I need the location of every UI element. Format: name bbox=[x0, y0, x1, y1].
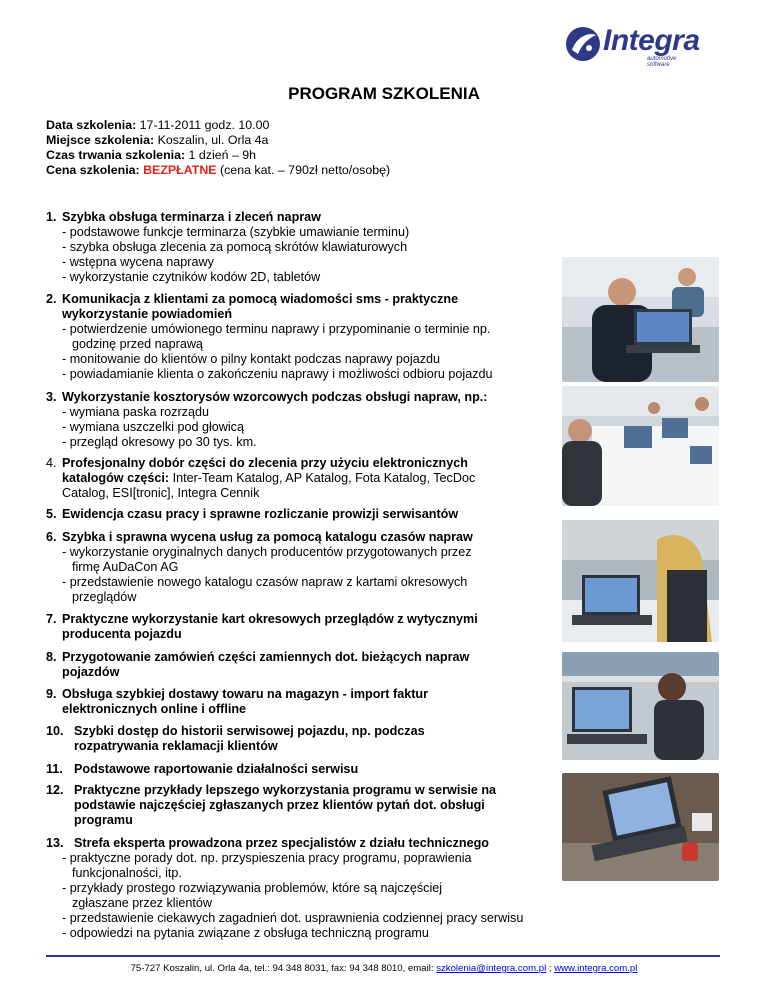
duration-value: 1 dzień – 9h bbox=[185, 148, 257, 162]
section-title: Praktyczne wykorzystanie kart okresowych przeglądów z wytycznymi bbox=[62, 612, 478, 626]
footer-email-link[interactable]: szkolenia@integra.com.pl bbox=[436, 963, 547, 974]
section-title-cont: podstawie najczęściej zgłaszanych przez klientów pytań dot. obsługi bbox=[74, 798, 485, 812]
section-title-cont: programu bbox=[74, 813, 133, 827]
section-2 bbox=[46, 292, 493, 382]
section-number: 4. bbox=[46, 456, 57, 470]
section-number: 10. bbox=[46, 724, 64, 738]
section-5 bbox=[46, 507, 458, 522]
place-label: Miejsce szkolenia: bbox=[46, 133, 155, 147]
place-value: Koszalin, ul. Orla 4a bbox=[154, 133, 269, 147]
section-title-cont: producenta pojazdu bbox=[62, 627, 182, 641]
footer-separator: ; bbox=[546, 963, 555, 974]
training-photo-4 bbox=[562, 652, 719, 760]
price-label: Cena szkolenia: bbox=[46, 163, 140, 177]
section-13 bbox=[46, 836, 523, 941]
info-place bbox=[46, 133, 390, 148]
section-title: Przygotowanie zamówień części zamiennych dot. bieżących napraw bbox=[62, 650, 470, 664]
list-item: - powiadamianie klienta o zakończeniu naprawy i możliwości odbioru pojazdu bbox=[62, 367, 493, 381]
section-title: Wykorzystanie kosztorysów wzorcowych podczas obsługi napraw, np.: bbox=[62, 390, 488, 404]
list-item: - przedstawienie ciekawych zagadnień dot. usprawnienia codziennej pracy serwisu bbox=[62, 911, 524, 925]
list-item-cont: firmę AuDaCon AG bbox=[72, 560, 179, 574]
integra-logo-mark-icon bbox=[565, 26, 601, 62]
section-title: Obsługa szybkiej dostawy towaru na magazyn - import faktur bbox=[62, 687, 428, 701]
integra-logo bbox=[565, 22, 700, 66]
list-item: - wymiana paska rozrządu bbox=[62, 405, 209, 419]
section-title: Szybka obsługa terminarza i zleceń napraw bbox=[62, 210, 321, 224]
section-9 bbox=[46, 687, 428, 717]
list-item-cont: godzinę przed naprawą bbox=[72, 337, 203, 351]
section-number: 12. bbox=[46, 783, 64, 797]
section-number: 8. bbox=[46, 650, 57, 664]
list-item: - szybka obsługa zlecenia za pomocą skrótów klawiaturowych bbox=[62, 240, 408, 254]
list-item: - potwierdzenie umówionego terminu naprawy i przypominanie o terminie np. bbox=[62, 322, 491, 336]
section-number: 3. bbox=[46, 390, 57, 404]
section-title-cont: pojazdów bbox=[62, 665, 120, 679]
section-number: 13. bbox=[46, 836, 64, 850]
footer bbox=[0, 963, 768, 974]
section-title: Podstawowe raportowanie działalności serwisu bbox=[74, 762, 359, 776]
catalog-list-cont: Catalog, ESI[tronic], Integra Cennik bbox=[62, 486, 260, 500]
section-7 bbox=[46, 612, 478, 642]
duration-label: Czas trwania szkolenia: bbox=[46, 148, 186, 162]
catalog-list: Inter-Team Katalog, AP Katalog, Fota Katalog, TecDoc bbox=[169, 471, 476, 485]
list-item: - przegląd okresowy po 30 tys. km. bbox=[62, 435, 257, 449]
section-title-cont: rozpatrywania reklamacji klientów bbox=[74, 739, 278, 753]
list-item: - przykłady prostego rozwiązywania problemów, które są najczęściej bbox=[62, 881, 443, 895]
list-item-cont: zgłaszane przez klientów bbox=[72, 896, 213, 910]
section-6 bbox=[46, 530, 473, 605]
list-item-cont: funkcjonalności, itp. bbox=[72, 866, 182, 880]
price-note: (cena kat. – 790zł netto/osobę) bbox=[216, 163, 391, 177]
training-info bbox=[46, 118, 390, 178]
section-title-cont: elektronicznych online i offline bbox=[62, 702, 247, 716]
section-4 bbox=[46, 456, 475, 501]
training-photo-5 bbox=[562, 773, 719, 881]
list-item: - odpowiedzi na pytania związane z obsługa techniczną programu bbox=[62, 926, 429, 940]
footer-address: 75-727 Koszalin, ul. Orla 4a, tel.: 94 348 8031, fax: 94 348 8010, email: bbox=[130, 963, 437, 974]
list-item: - wykorzystanie czytników kodów 2D, tabletów bbox=[62, 270, 321, 284]
section-title: Strefa eksperta prowadzona przez specjalistów z działu technicznego bbox=[74, 836, 489, 850]
date-value: 17-11-2011 godz. 10.00 bbox=[136, 118, 270, 132]
section-number: 9. bbox=[46, 687, 57, 701]
info-date bbox=[46, 118, 390, 133]
list-item: - podstawowe funkcje terminarza (szybkie umawianie terminu) bbox=[62, 225, 410, 239]
list-item: - przedstawienie nowego katalogu czasów napraw z kartami okresowych bbox=[62, 575, 468, 589]
page-title: PROGRAM SZKOLENIA bbox=[288, 84, 480, 103]
section-10 bbox=[46, 724, 425, 754]
list-item: - wymiana uszczelki pod głowicą bbox=[62, 420, 244, 434]
logo-wordmark: Integra bbox=[603, 24, 700, 57]
footer-website-link[interactable]: www.integra.com.pl bbox=[554, 963, 638, 974]
section-number: 1. bbox=[46, 210, 57, 224]
list-item: - wykorzystanie oryginalnych danych producentów przygotowanych przez bbox=[62, 545, 472, 559]
price-free-badge: BEZPŁATNE bbox=[143, 163, 217, 177]
footer-divider bbox=[46, 955, 720, 957]
section-number: 5. bbox=[46, 507, 57, 521]
training-photo-3 bbox=[562, 520, 719, 642]
section-title: Profesjonalny dobór części do zlecenia przy użyciu elektronicznych bbox=[62, 456, 468, 470]
training-photo-2 bbox=[562, 386, 719, 506]
section-title: Praktyczne przykłady lepszego wykorzystania programu w serwisie na bbox=[74, 783, 497, 797]
training-photo-1 bbox=[562, 257, 719, 382]
list-item-cont: przeglądów bbox=[72, 590, 137, 604]
section-title: Ewidencja czasu pracy i sprawne rozliczanie prowizji serwisantów bbox=[62, 507, 459, 521]
list-item: - wstępna wycena naprawy bbox=[62, 255, 214, 269]
section-title: Szybka i sprawna wycena usług za pomocą katalogu czasów napraw bbox=[62, 530, 473, 544]
section-number: 11. bbox=[46, 762, 63, 776]
section-number: 2. bbox=[46, 292, 57, 306]
section-number: 7. bbox=[46, 612, 57, 626]
list-item: - monitowanie do klientów o pilny kontakt podczas naprawy pojazdu bbox=[62, 352, 441, 366]
section-3 bbox=[46, 390, 487, 450]
date-label: Data szkolenia: bbox=[46, 118, 137, 132]
section-11 bbox=[46, 762, 358, 777]
info-price bbox=[46, 163, 390, 178]
section-number: 6. bbox=[46, 530, 57, 544]
info-duration bbox=[46, 148, 390, 163]
section-1 bbox=[46, 210, 409, 285]
section-12 bbox=[46, 783, 496, 828]
section-title-cont: wykorzystanie powiadomień bbox=[62, 307, 233, 321]
section-title: Szybki dostęp do historii serwisowej pojazdu, np. podczas bbox=[74, 724, 425, 738]
section-title-cont: katalogów części: bbox=[62, 471, 170, 485]
section-title: Komunikacja z klientami za pomocą wiadomości sms - praktyczne bbox=[62, 292, 459, 306]
list-item: - praktyczne porady dot. np. przyspieszenia pracy programu, poprawienia bbox=[62, 851, 472, 865]
logo-tagline: automotive software bbox=[647, 56, 677, 68]
section-8 bbox=[46, 650, 469, 680]
